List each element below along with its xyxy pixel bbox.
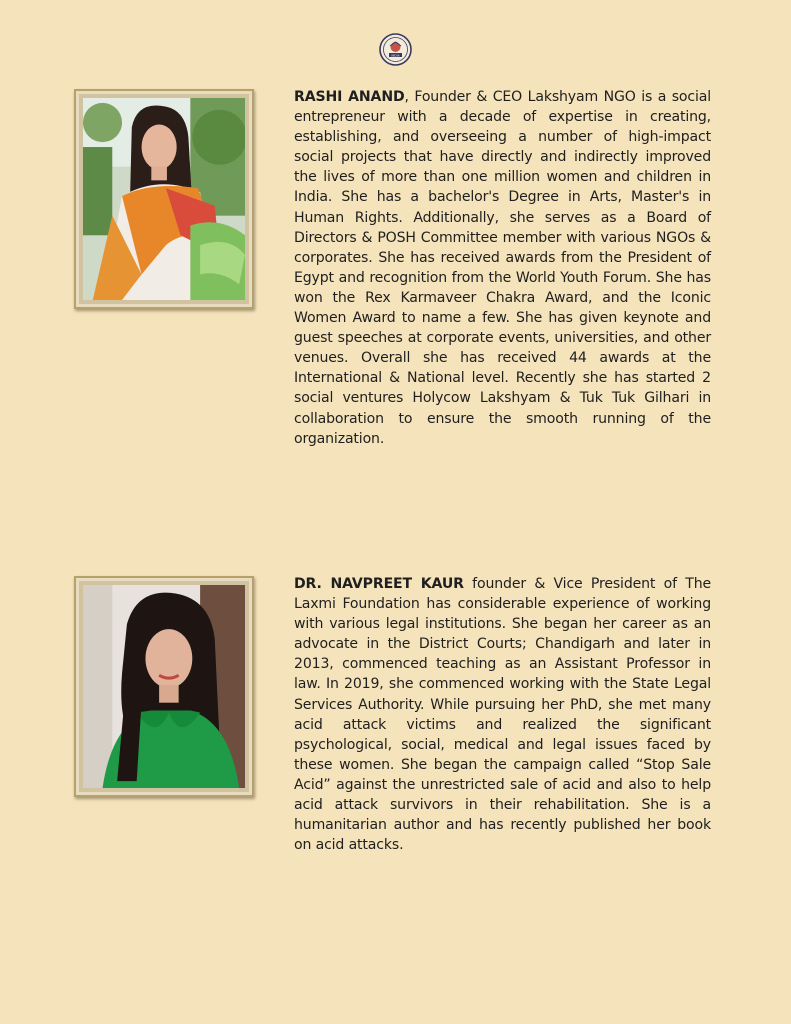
profile-name: DR. NAVPREET KAUR bbox=[294, 576, 464, 592]
profile-name: RASHI ANAND bbox=[294, 89, 405, 105]
profile-photo-navpreet-kaur bbox=[83, 585, 245, 788]
svg-text:INDIA: INDIA bbox=[391, 53, 400, 58]
profile-photo-frame bbox=[74, 89, 254, 309]
profile-description: , Founder & CEO Lakshyam NGO is a social entrepreneur with a decade of expertise in creating, establishing, and overseeing a number of high-impact social projects that have directly and indirectly improved the lives of more than one million women and children in India. She has a bachelor's Degree in Arts, Master's in Human Rights. Additionally, she serves as a Board of Directors & POSH Committee member with various NGOs & corporates. She has received awards from the President of Egypt and recognition from the World Youth Forum. She has won the Rex Karmaveer Chakra Award, and the Iconic Women Award to name a few. She has given keynote and guest speeches at corporate events, universities, and other venues. Overall she has received 44 awards at the International & National level. Recently she has started 2 social ventures Holycow Lakshyam & Tuk Tuk Gilhari in collaboration to ensure the smooth running of the organization. bbox=[294, 89, 712, 447]
profile-photo-rashi-anand bbox=[83, 98, 245, 300]
profile-description: founder & Vice President of The Laxmi Foundation has considerable experience of working with various legal institutions. She began her career as an advocate in the District Courts; Chandigarh and later in 2013, commenced teaching as an Assistant Professor in law. In 2019, she commenced working with the State Legal Services Authority. While pursuing her PhD, she met many acid attack victims and realized the significant psychological, social, medical and legal issues faced by these women. She began the campaign called “Stop Sale Acid” against the unrestricted sale of acid and also to help acid attack survivors in their rehabilitation. She is a humanitarian author and has recently published her book on acid attacks. bbox=[294, 576, 712, 854]
organization-seal-logo bbox=[379, 33, 412, 66]
profile-bio-navpreet-kaur bbox=[294, 574, 711, 855]
profile-photo-frame bbox=[74, 576, 254, 797]
profile-bio-rashi-anand bbox=[294, 87, 711, 449]
